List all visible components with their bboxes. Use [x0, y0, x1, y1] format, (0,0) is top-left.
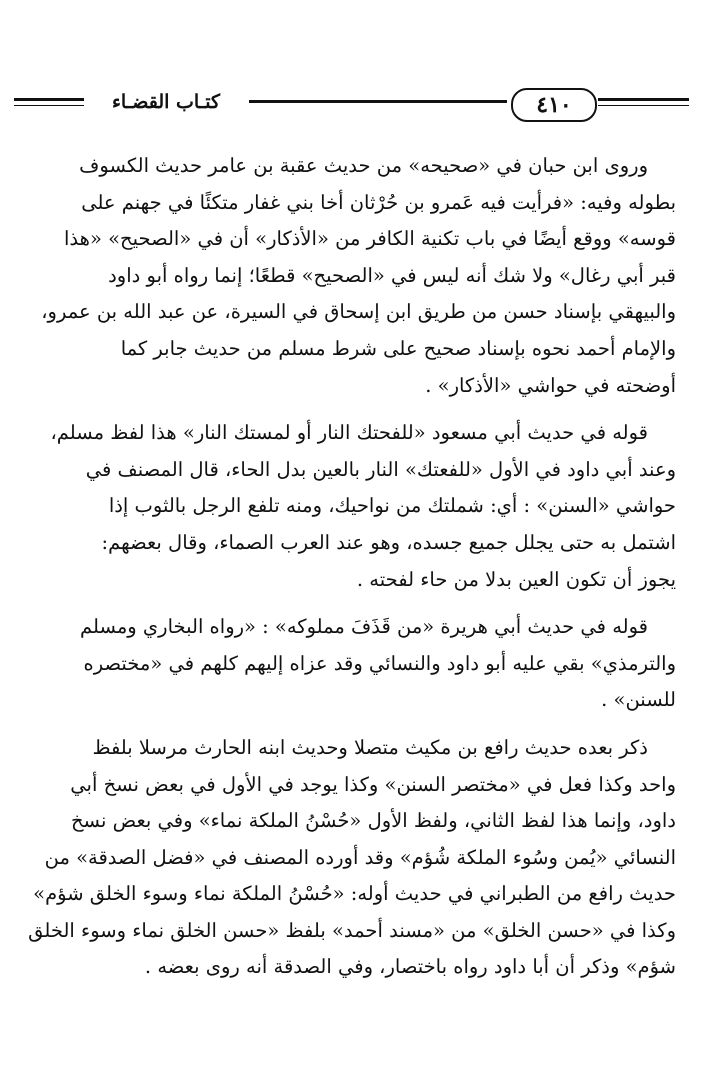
header-rule-right	[598, 98, 689, 101]
paragraph	[28, 148, 676, 404]
text-line: قبر أبي رغال» ولا شك أنه ليس في «الصحيح» قطعًا؛ إنما رواه أبو داود	[108, 263, 676, 287]
running-title: كتـاب القضـاء	[90, 89, 242, 115]
text-line: ذكر بعده حديث رافع بن مكيث متصلا وحديث ابنه الحارث مرسلا بلفظ	[92, 735, 648, 759]
text-line: والإمام أحمد نحوه بإسناد صحيح على شرط مسلم من حديث جابر كما	[120, 336, 676, 360]
text-line: قوله في حديث أبي هريرة «من قَذَفَ مملوكه» : «رواه البخاري ومسلم	[80, 615, 648, 639]
paragraph	[28, 609, 676, 719]
text-line: داود، وإنما هذا لفظ الثاني، ولفظ الأول «حُسْنُ الملكة نماء» وفي بعض نسخ	[70, 809, 676, 833]
text-line: شؤم» وذكر أن أبا داود رواه باختصار، وفي الصدقة أنه روى بعضه .	[144, 955, 676, 979]
text-line: حواشي «السنن» : أي: شملتك من نواحيك، ومنه تلفع الرجل بالثوب إذا	[108, 494, 676, 518]
text-line: للسنن» .	[601, 688, 676, 712]
text-line: بطوله وفيه: «فرأيت فيه عَمرو بن حُرْثان أخا بني غفار متكئًا في جهنم على	[81, 190, 676, 214]
page-number: ٤١٠	[511, 88, 597, 122]
body-text	[28, 148, 676, 986]
text-line: النسائي «يُمن وسُوء الملكة شُؤم» وقد أورده المصنف في «فضل الصدقة» من	[44, 845, 676, 869]
text-line: قوسه» ووقع أيضًا في باب تكنية الكافر من «الأذكار» أن في «الصحيح» «هذا	[64, 227, 676, 251]
text-line: أوضحته في حواشي «الأذكار» .	[425, 373, 676, 397]
text-line: والبيهقي بإسناد حسن من طريق ابن إسحاق في السيرة، عن عبد الله بن عمرو،	[41, 300, 676, 324]
header-rule-right-thin	[598, 105, 689, 106]
text-line: يجوز أن تكون العين بدلا من حاء لفحته .	[356, 567, 676, 591]
text-line: اشتمل به حتى يجلل جميع جسده، وهو عند العرب الصماء، وقال بعضهم:	[101, 530, 676, 554]
text-line: وكذا في «حسن الخلق» من «مسند أحمد» بلفظ «حسن الخلق نماء وسوء الخلق	[28, 918, 676, 942]
text-line: وروى ابن حبان في «صحيحه» من حديث عقبة بن عامر حديث الكسوف	[79, 154, 648, 177]
text-line: قوله في حديث أبي مسعود «للفحتك النار أو لمستك النار» هذا لفظ مسلم،	[50, 421, 648, 445]
text-line: واحد وكذا فعل في «مختصر السنن» وكذا يوجد في الأول في بعض نسخ أبي	[70, 772, 676, 796]
paragraph	[28, 415, 676, 598]
text-line: وعند أبي داود في الأول «للفعتك» النار بالعين بدل الحاء، قال المصنف في	[85, 457, 676, 481]
paragraph	[28, 730, 676, 986]
running-header	[14, 88, 689, 124]
header-rule-center	[249, 100, 507, 103]
header-rule-left	[14, 98, 84, 101]
header-rule-left-thin	[14, 105, 84, 106]
text-line: حديث رافع من الطبراني في حديث أوله: «حُسْنُ الملكة نماء وسوء الخلق شؤم»	[33, 882, 676, 906]
text-line: والترمذي» بقي عليه أبو داود والنسائي وقد عزاه إليهم كلهم في «مختصره	[83, 651, 676, 675]
